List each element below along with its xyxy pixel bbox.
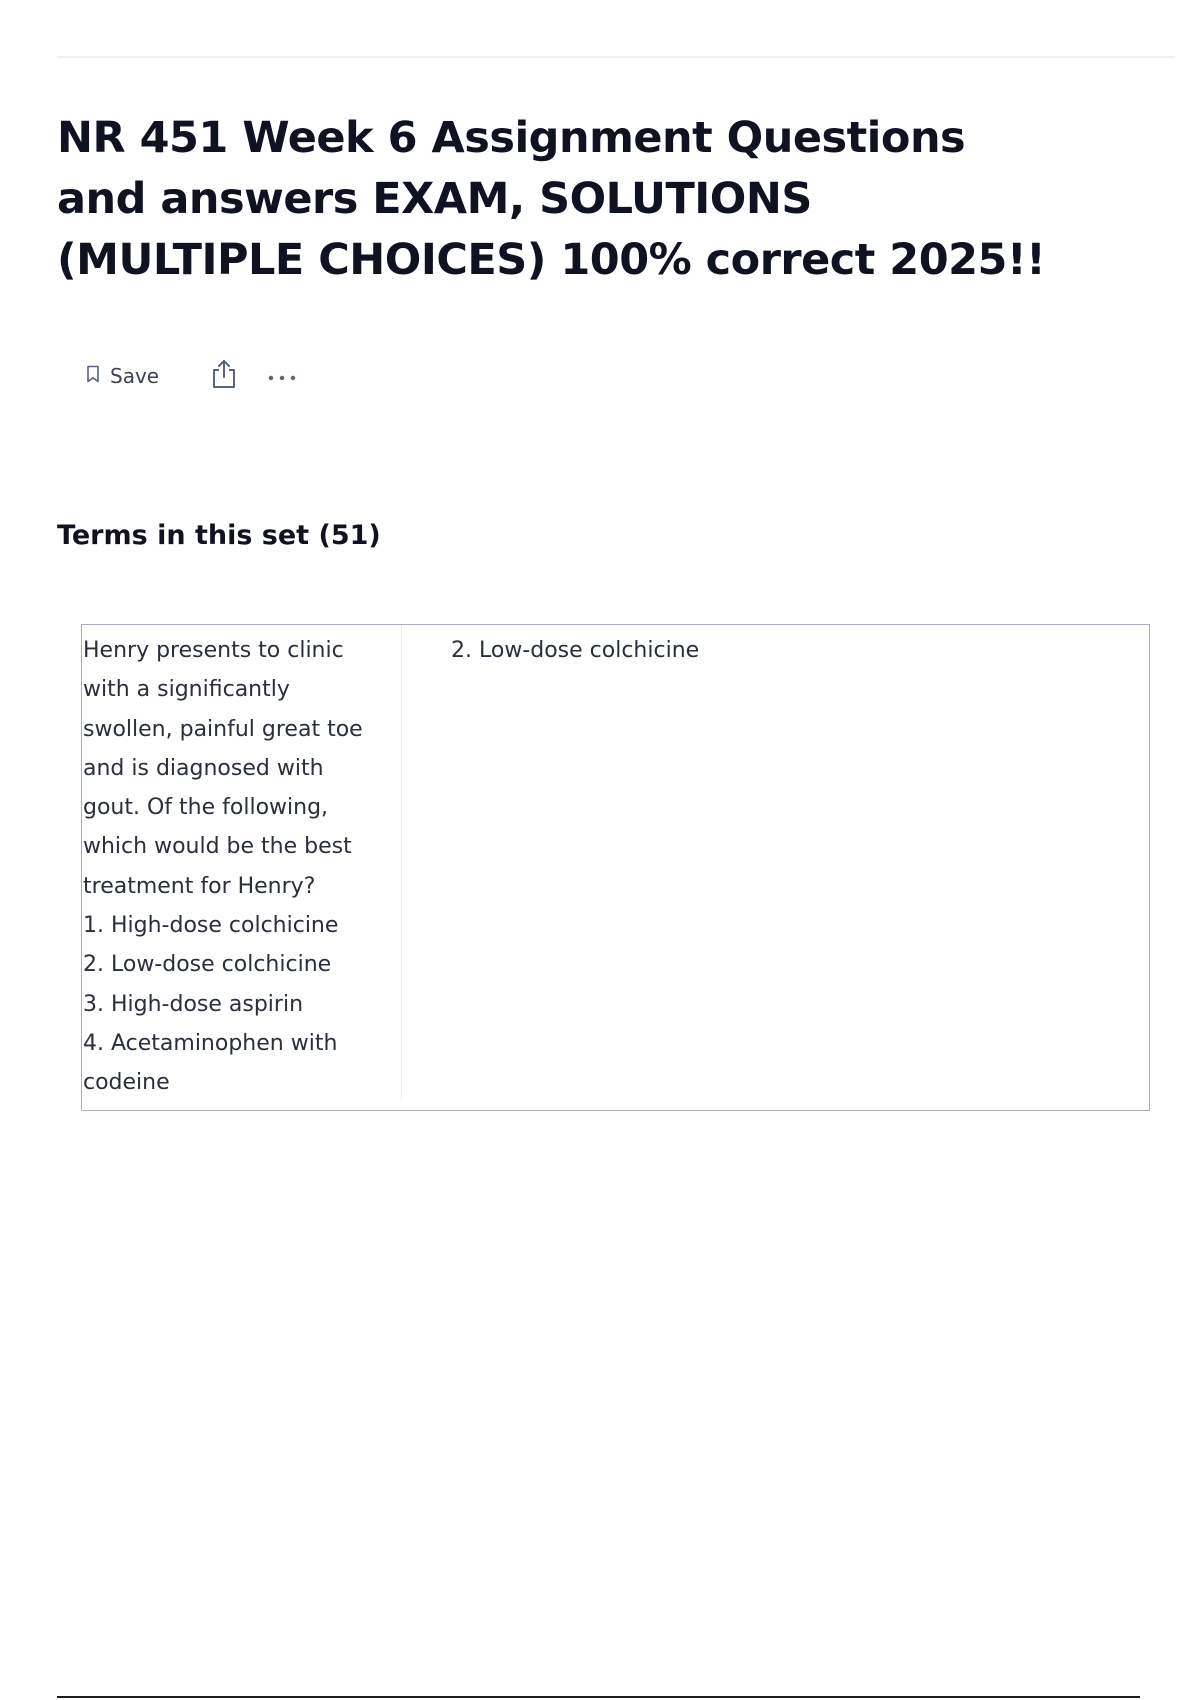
term-line: treatment for Henry? [83, 873, 316, 899]
top-divider [57, 56, 1175, 58]
save-button[interactable] [86, 355, 159, 397]
share-button[interactable] [211, 359, 237, 393]
term-option: 1. High-dose colchicine [83, 913, 339, 939]
terms-heading: Terms in this set (51) [57, 520, 381, 551]
term-option: 2. Low-dose colchicine [83, 952, 332, 978]
term-line: and is diagnosed with [83, 755, 324, 781]
term-line: gout. Of the following, [83, 795, 329, 821]
save-label: Save [110, 364, 160, 388]
term-option: 3. High-dose aspirin [83, 991, 304, 1017]
term-line: with a significantly [83, 677, 290, 703]
term-option: 4. Acetaminophen with [83, 1030, 338, 1056]
term-option: codeine [83, 1070, 170, 1096]
definition-text: 2. Low-dose colchicine [451, 638, 700, 663]
more-options-icon [267, 367, 297, 386]
term-line: swollen, painful great toe [83, 716, 363, 742]
term-card [81, 624, 1150, 1111]
page-title: NR 451 Week 6 Assignment Questions and answers EXAM, SOLUTIONS (MULTIPLE CHOICES) 100% correct 2025!! [57, 113, 1046, 285]
term-line: Henry presents to clinic [83, 638, 344, 663]
bookmark-icon [86, 365, 100, 387]
term-line: which would be the best [83, 834, 352, 860]
set-toolbar [86, 355, 297, 397]
term-text [82, 625, 402, 1099]
share-icon [211, 359, 237, 393]
bottom-divider [57, 1696, 1140, 1698]
more-options-button[interactable] [267, 367, 297, 386]
